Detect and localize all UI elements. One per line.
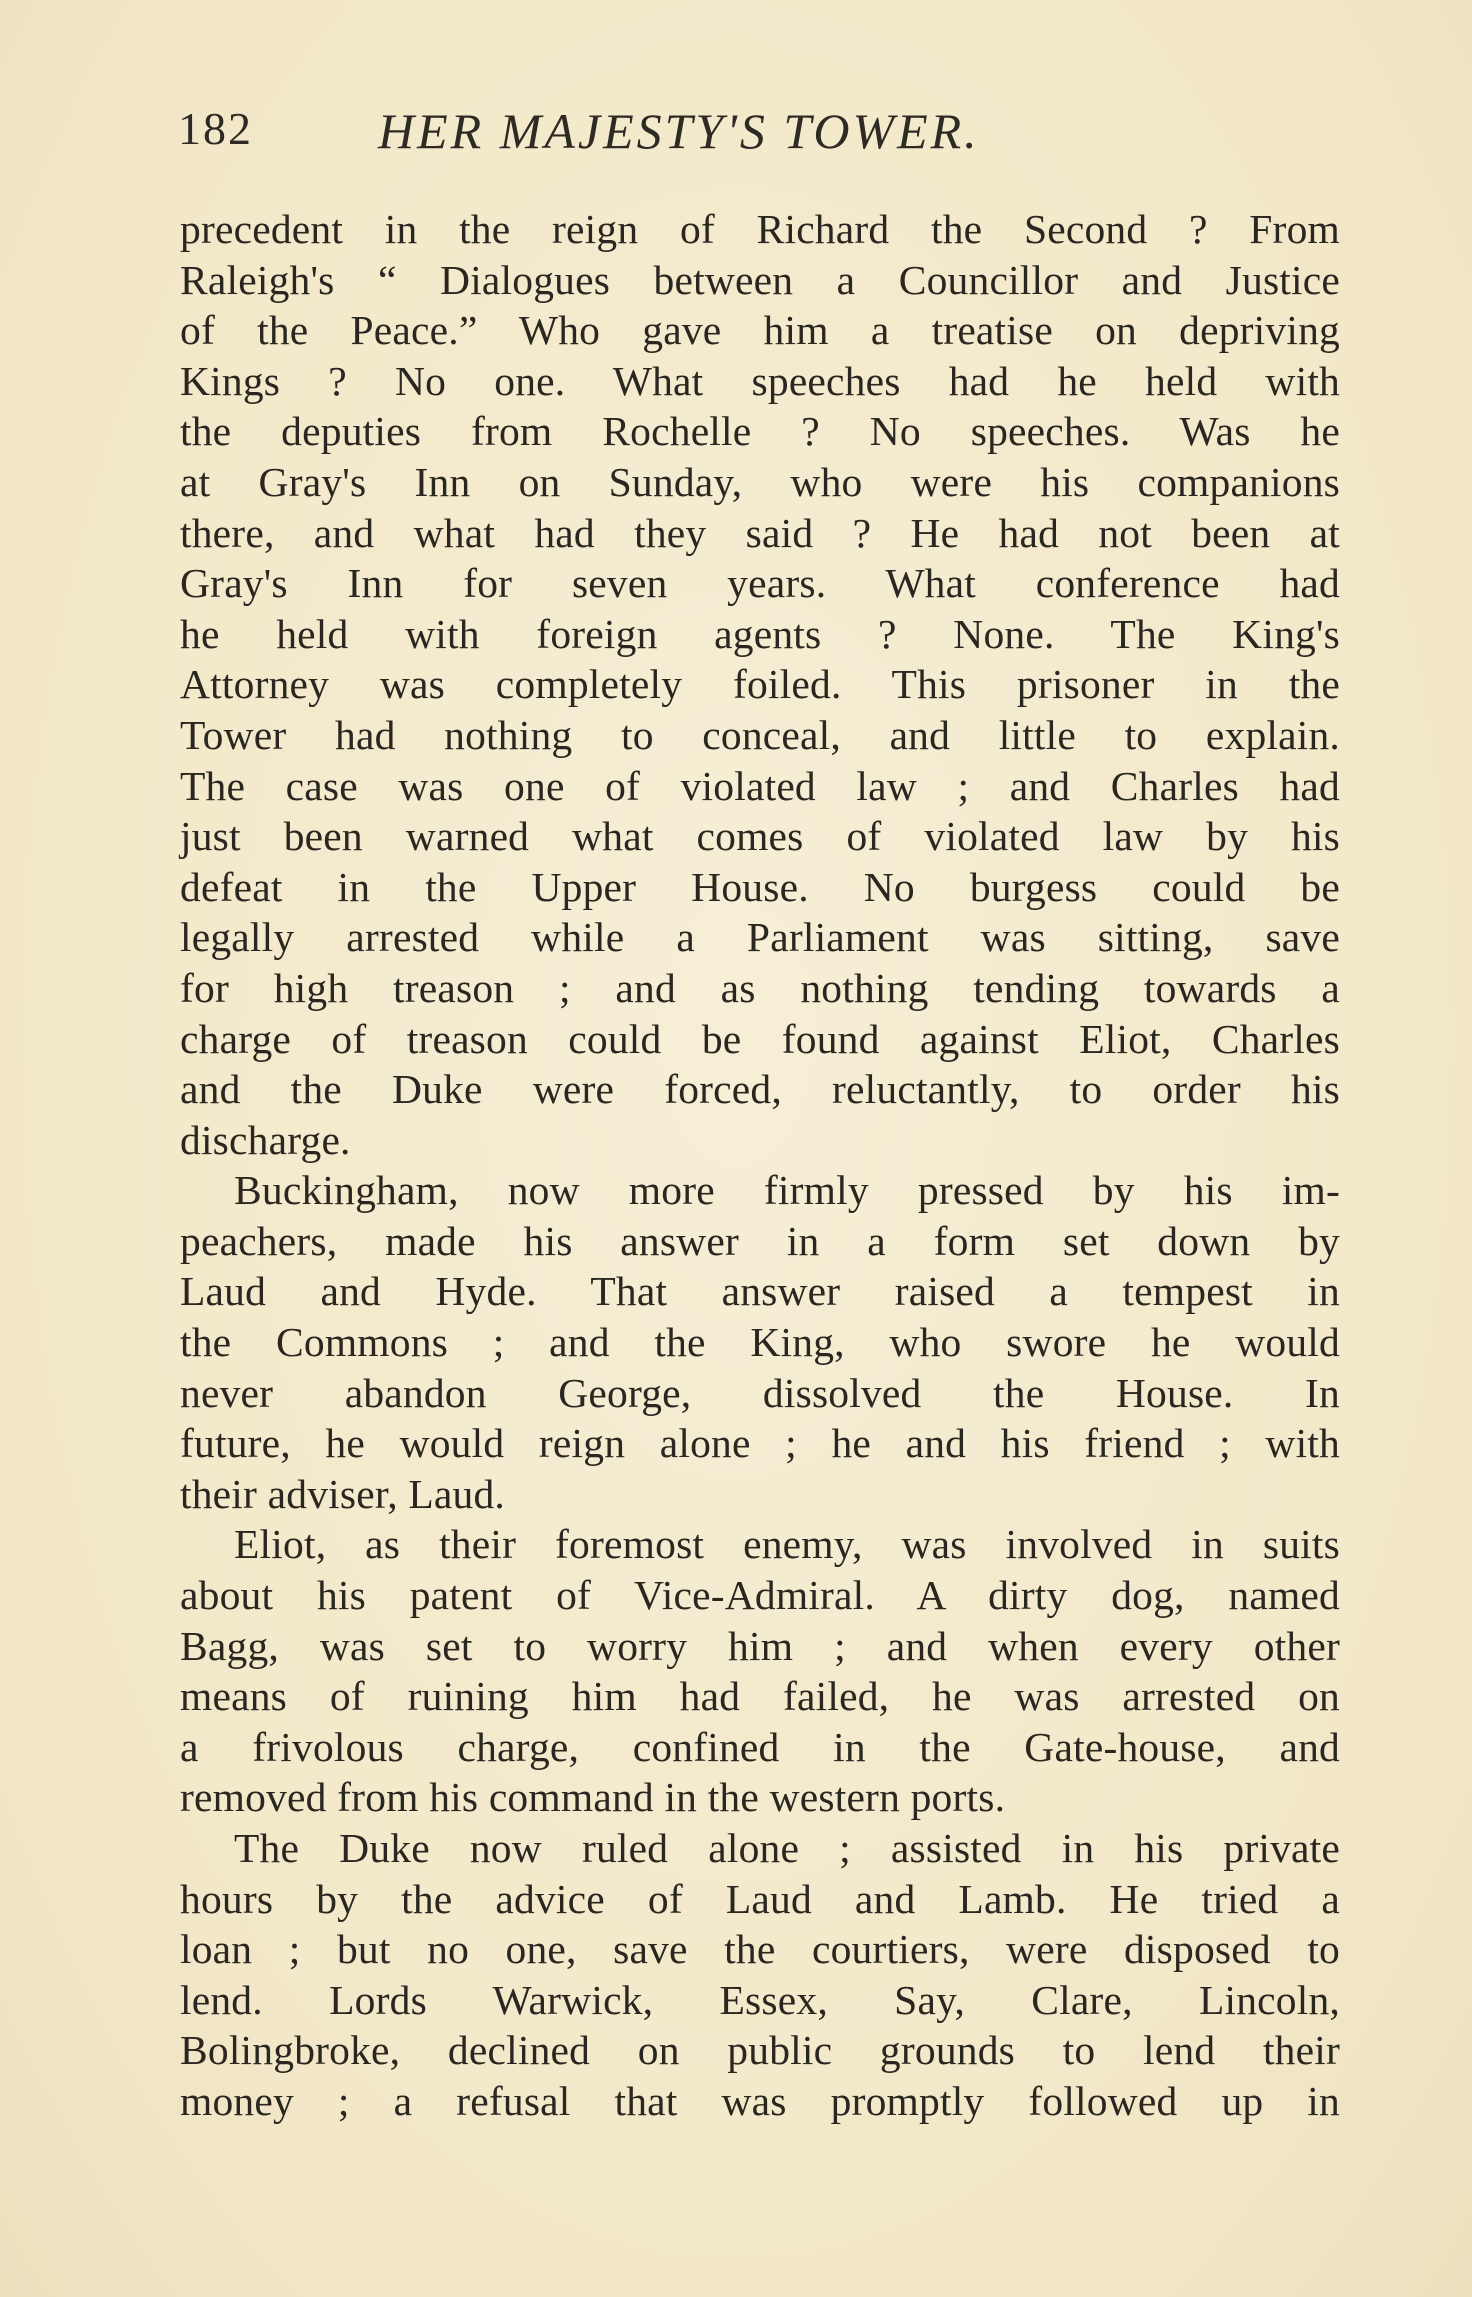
text-line: peachers, made his answer in a form set down by [180,1217,1340,1264]
text-line: of the Peace.” Who gave him a treatise on depriving [180,307,1340,354]
text-line: future, he would reign alone ; he and his friend ; with [180,1420,1340,1467]
text-line: Bagg, was set to worry him ; and when every other [180,1622,1340,1669]
paragraph-end-line: discharge. [180,1116,351,1163]
text-line: Raleigh's “ Dialogues between a Councillor and Justice [180,256,1340,303]
text-line: lend. Lords Warwick, Essex, Say, Clare, Lincoln, [180,1976,1340,2023]
text-line: about his patent of Vice-Admiral. A dirty dog, named [180,1572,1340,1619]
text-line: loan ; but no one, save the courtiers, were disposed to [180,1926,1340,1973]
text-line: money ; a refusal that was promptly followed up in [180,2077,1340,2124]
text-line: Tower had nothing to conceal, and little to explain. [180,711,1340,758]
text-line: never abandon George, dissolved the House. In [180,1369,1340,1416]
text-line: Attorney was completely foiled. This prisoner in the [180,661,1340,708]
text-line: he held with foreign agents ? None. The King's [180,610,1340,657]
text-line: just been warned what comes of violated law by his [180,813,1340,860]
text-line: the deputies from Rochelle ? No speeches. Was he [180,408,1340,455]
running-title: HER MAJESTY'S TOWER. [378,103,980,159]
paragraph-start-line: Eliot, as their foremost enemy, was involved in suits [234,1521,1340,1568]
text-line: Laud and Hyde. That answer raised a tempest in [180,1268,1340,1315]
text-line: Gray's Inn for seven years. What conference had [180,560,1340,607]
text-line: the Commons ; and the King, who swore he would [180,1319,1340,1366]
text-line: hours by the advice of Laud and Lamb. He tried a [180,1875,1340,1922]
text-line: defeat in the Upper House. No burgess could be [180,863,1340,910]
text-line: precedent in the reign of Richard the Second ? From [180,206,1340,252]
paragraph-end-line: removed from his command in the western ports. [180,1774,1006,1821]
text-line: there, and what had they said ? He had not been at [180,509,1340,556]
text-line: Bolingbroke, declined on public grounds to lend their [180,2027,1340,2074]
text-line: Kings ? No one. What speeches had he held with [180,357,1340,404]
text-line: at Gray's Inn on Sunday, who were his companions [180,458,1340,505]
text-line: a frivolous charge, confined in the Gate-house, and [180,1723,1340,1770]
text-line: for high treason ; and as nothing tending towards a [180,964,1340,1011]
paragraph-start-line: Buckingham, now more firmly pressed by his im- [234,1167,1340,1214]
text-line: and the Duke were forced, reluctantly, to order his [180,1066,1340,1113]
text-line: means of ruining him had failed, he was arrested on [180,1673,1340,1720]
text-line: legally arrested while a Parliament was sitting, save [180,914,1340,961]
page-number: 182 [178,103,253,154]
text-line: charge of treason could be found against Eliot, Charles [180,1015,1340,1062]
text-line: The case was one of violated law ; and Charles had [180,762,1340,809]
running-head [178,102,1338,162]
paragraph-end-line: their adviser, Laud. [180,1470,505,1517]
paragraph-start-line: The Duke now ruled alone ; assisted in his private [234,1825,1340,1871]
body-text [180,204,1340,2127]
